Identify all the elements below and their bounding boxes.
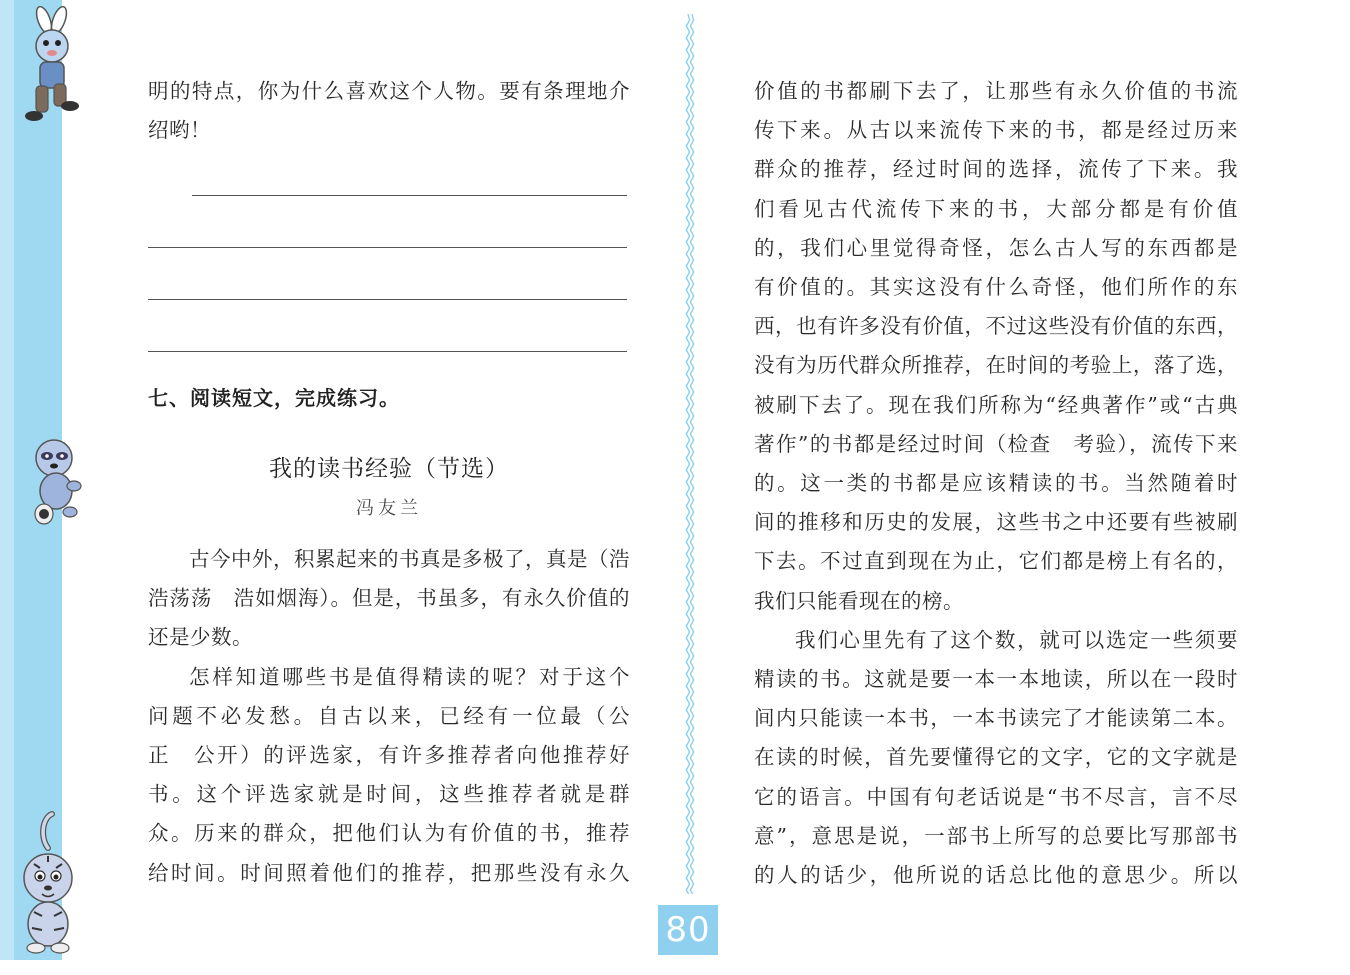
text-line: 古今中外，积累起来的书真是多极了，真是（浩 <box>189 547 630 571</box>
text-line: 众。历来的群众，把他们认为有价值的书，推荐 <box>148 821 630 846</box>
raccoon-mascot-icon <box>14 436 86 528</box>
text-line: 传下来。从古以来流传下来的书，都是经过历来 <box>754 118 1238 143</box>
text-line: 问题不必发愁。自古以来，已经有一位最（公 <box>148 703 630 728</box>
text-line: 下去。不过直到现在为止，它们都是榜上有名的， <box>754 549 1238 574</box>
left-body-text <box>148 540 630 893</box>
answer-line <box>148 247 627 248</box>
text-line: 书。这个评选家就是时间，这些推荐者就是群 <box>148 782 630 807</box>
text-line: 绍哟！ <box>148 118 211 143</box>
text-line: 在读的时候，首先要懂得它的文字，它的文字就是 <box>754 745 1238 770</box>
article-title: 我的读书经验（节选） <box>269 456 509 482</box>
text-line: 还是少数。 <box>148 625 253 650</box>
text-line: 西，也有许多没有价值，不过这些没有价值的东西， <box>754 314 1238 339</box>
text-line: 著作”的书都是经过时间（检查 考验），流传下来 <box>754 431 1238 456</box>
tiger-mascot-icon <box>12 808 84 958</box>
page-number: 80 <box>658 905 718 955</box>
text-line: 我们心里先有了这个数，就可以选定一些须要 <box>795 627 1238 652</box>
text-line: 有价值的。其实这没有什么奇怪，他们所作的东 <box>754 275 1238 300</box>
text-line: 被刷下去了。现在我们所称为“经典著作”或“古典 <box>754 392 1238 417</box>
text-line: 明的特点，你为什么喜欢这个人物。要有条理地介 <box>148 79 630 103</box>
text-line: 群众的推荐，经过时间的选择，流传了下来。我 <box>754 157 1238 182</box>
text-line: 它的语言。中国有句老话说是“书不尽言，言不尽 <box>754 784 1238 809</box>
text-line: 正 公开）的评选家，有许多推荐者向他推荐好 <box>148 743 630 768</box>
text-line: 的，我们心里觉得奇怪，怎么古人写的东西都是 <box>754 235 1238 260</box>
text-line: 价值的书都刷下去了，让那些有永久价值的书流 <box>754 79 1238 103</box>
answer-line <box>192 195 627 196</box>
text-line: 间内只能读一本书，一本书读完了才能读第二本。 <box>754 706 1238 731</box>
article-author: 冯友兰 <box>356 498 422 519</box>
left-page-top-text <box>148 72 630 150</box>
wavy-divider <box>684 14 696 894</box>
text-line: 怎样知道哪些书是值得精读的呢？对于这个 <box>189 664 630 689</box>
text-line: 没有为历代群众所推荐，在时间的考验上，落了选， <box>754 353 1238 378</box>
text-line: 我们只能看现在的榜。 <box>754 588 964 613</box>
text-line: 给时间。时间照着他们的推荐，把那些没有永久 <box>148 860 630 885</box>
rabbit-mascot-icon <box>14 6 84 126</box>
text-line: 意”，意思是说，一部书上所写的总要比写那部书 <box>754 823 1238 848</box>
text-line: 的。这一类的书都是应该精读的书。当然随着时 <box>754 471 1238 496</box>
text-line: 精读的书。这就是要一本一本地读，所以在一段时 <box>754 667 1238 692</box>
text-line: 们看见古代流传下来的书，大部分都是有价值 <box>754 196 1238 221</box>
text-line: 间的推移和历史的发展，这些书之中还要有些被刷 <box>754 510 1238 535</box>
text-line: 浩荡荡 浩如烟海）。但是，书虽多，有永久价值的 <box>148 586 630 611</box>
section-heading: 七、阅读短文，完成练习。 <box>148 386 400 410</box>
answer-line <box>148 351 627 352</box>
text-line: 的人的话少，他所说的话总比他的意思少。所以 <box>754 863 1238 888</box>
right-body-text <box>754 72 1238 895</box>
answer-line <box>148 299 627 300</box>
